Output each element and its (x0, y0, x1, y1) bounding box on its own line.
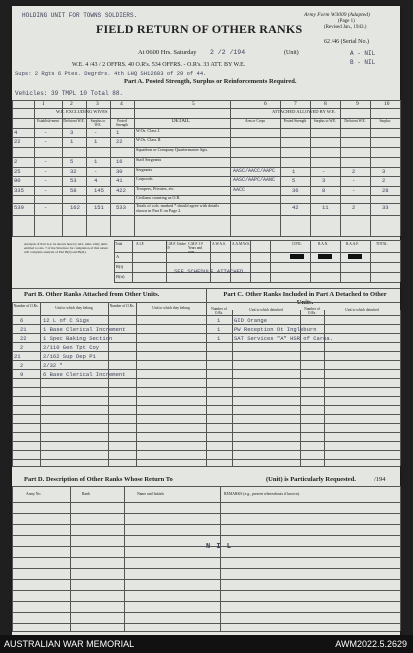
analysis-heading: R.A.N. (318, 242, 329, 246)
part-b-unit: 2/32 " (43, 362, 63, 369)
serial-number: 62 /46 (Serial No.) (324, 39, 369, 45)
part-b-c-row-line (12, 414, 400, 415)
detail-heading: DETAIL (172, 119, 190, 124)
surplus-value: - (94, 129, 98, 136)
analysis-heading: C.M.F. Under 19 (166, 242, 186, 250)
left-column-heading: Establish-ment (37, 119, 59, 123)
typed-unit-heading: HOLDING UNIT FOR TOWNS SOLDIERS. (22, 12, 138, 19)
posted-strength-value: 41 (116, 177, 123, 184)
part-b-count: 21 (20, 326, 27, 333)
part-c-count: 1 (217, 317, 221, 324)
redaction-block (290, 254, 304, 259)
unit-label: (Unit) (284, 50, 299, 56)
return-date: 2 /2 /194 (210, 49, 246, 56)
establishment-value: - (44, 187, 48, 194)
part-c-title: Part C. Other Ranks Included in Part A Detached to Other Units. (223, 291, 387, 306)
analysis-row-line (114, 272, 400, 273)
part-b-c-row-line (12, 369, 400, 370)
table-row-line (12, 215, 400, 216)
page-number: (Page 1) (338, 19, 355, 24)
vehicles-line: Vehicles: 39 TMPL 10 Total 88. (15, 90, 124, 97)
part-d-row-line (12, 513, 400, 514)
left-column-heading: Posted Strength (115, 119, 129, 128)
analysis-heading: A.A.M.W.S. (232, 242, 250, 246)
form-sheet (12, 6, 400, 635)
part-c-unit: SAT Services "A" HSR of Carea. (234, 335, 334, 342)
analysis-col-line (370, 240, 371, 282)
deficient-value: 1 (70, 138, 74, 145)
posted-strength-value: 30 (116, 168, 123, 175)
column-number: 7 (294, 101, 297, 107)
part-d-row-line (12, 612, 400, 613)
attached-surplus-total-value: 2 (382, 177, 386, 184)
redaction-block (318, 254, 332, 259)
surplus-value: - (94, 168, 98, 175)
part-b-c-row-line (12, 432, 400, 433)
attached-deficient-value: - (352, 187, 356, 194)
analysis-col-line (230, 240, 231, 282)
archive-footer (0, 635, 413, 653)
part-d-bottom-line (12, 631, 400, 632)
analysis-row-line (114, 240, 400, 241)
attached-deficient-value: 2 (352, 168, 356, 175)
part-d-row-line (12, 579, 400, 580)
part-d-col-line (70, 486, 71, 631)
arm-corps-value: AACC (233, 187, 246, 193)
part-d-row-line (12, 557, 400, 558)
rank-detail: Troopers, Privates, etc. (136, 186, 175, 191)
part-d-date: /194 (374, 476, 386, 483)
part-b-count: 22 (20, 335, 27, 342)
part-d-col-line (220, 486, 221, 631)
a-nil: A - NIL (350, 50, 376, 57)
analysis-row-line (114, 262, 400, 263)
sups-line: Sups: 2 Rgts 6 Ptes. Degrdrs. 4th LHQ SH12683 of 29 of 44. (15, 70, 207, 77)
arm-corps-value: AASC/AACC/AAPC (233, 168, 276, 174)
part-b-c-row-line (12, 387, 400, 388)
part-b-column-heading: Unit to which they belong (152, 306, 190, 310)
rank-detail: Corporals (136, 176, 153, 181)
column-number: 8 (324, 101, 327, 107)
part-c-unit: GID Orange (234, 317, 268, 324)
analysis-row-label: B(ii) (116, 274, 125, 279)
we-line: W.E. 4 /43 / 2 OFFRS. 40 O.R's. 534 OFFRS. - O.R's. 33 ATT. BY W.E. (72, 62, 246, 68)
part-b-c-row-line (12, 342, 400, 343)
part-d-nil: N I L (206, 543, 233, 551)
surplus-value: 1 (94, 158, 98, 165)
part-c-column-heading: Unit to which detached (249, 308, 283, 312)
margin-note: 530 (14, 204, 24, 211)
table-col-line (12, 100, 13, 236)
establishment-value: - (44, 138, 48, 145)
right-column-heading: Deficient W.E. (344, 119, 366, 123)
part-b-c-row-line (12, 423, 400, 424)
posted-strength-value: 422 (116, 187, 126, 194)
part-b-c-bottom-line (12, 466, 400, 467)
part-b-column-heading: Number of O.Rs. (109, 304, 135, 308)
deficient-value: 162 (70, 204, 80, 211)
attached-surplus-total-value: 3 (382, 168, 386, 175)
part-d-column-heading: Name and Initials (137, 492, 164, 496)
attached-posted-value: 5 (292, 177, 296, 184)
part-c-unit: PW Reception Ot Ingleburn (234, 326, 317, 333)
part-d-row-line (12, 623, 400, 624)
rank-detail: W.Os. Class II. (136, 137, 162, 142)
part-b-c-row-line (12, 333, 400, 334)
establishment-value: - (44, 177, 48, 184)
attached-posted-value: 1 (292, 168, 296, 175)
part-b-unit: 12 L of C Sigs (43, 317, 90, 324)
see-schedule-note: SEE SCHEDULE ATTACHED. (174, 268, 247, 275)
column-number: 3 (96, 101, 99, 107)
part-b-unit: 2/162 Sup Dep P1 (43, 353, 96, 360)
part-b-count: 2 (20, 344, 24, 351)
part-a-title: Part A. Posted Strength, Surplus or Reinforcements Required. (124, 78, 297, 85)
part-c-count: 1 (217, 326, 221, 333)
part-d-row-line (12, 535, 400, 536)
margin-note: 22 (14, 138, 21, 145)
surplus-value: 151 (94, 204, 104, 211)
archive-reference: AWM2022.5.2629 (335, 639, 407, 649)
surplus-value: 1 (94, 138, 98, 145)
margin-note: 2 (14, 158, 18, 165)
part-d-row-line (12, 568, 400, 569)
rank-detail: Sergeants (136, 167, 153, 172)
analysis-col-line (400, 240, 401, 282)
posted-strength-value: 533 (116, 204, 126, 211)
analysis-note: Analysis of Part A to be shown here by ALL units. Only units entitled to rats. 7 of the Structure for completion of this return will complete analysis of Part B(ii) and B(iii). (24, 242, 108, 255)
deficient-value: 3 (70, 129, 74, 136)
part-b-c-row-line (12, 378, 400, 379)
rank-detail: Staff Sergeants (136, 157, 162, 162)
analysis-heading: Total (115, 242, 123, 246)
surplus-value: 145 (94, 187, 104, 194)
part-d-col-line (124, 486, 125, 631)
deficient-value: 32 (70, 168, 77, 175)
analysis-row-label: B(i) (116, 264, 124, 269)
attached-posted-value: 36 (292, 187, 299, 194)
attached-deficient-value: - (352, 177, 356, 184)
posted-strength-value: 1 (116, 129, 120, 136)
part-d-col-line (12, 486, 13, 631)
part-d-row-line (12, 524, 400, 525)
part-b-unit: 2/110 Gen Tpt Coy (43, 344, 100, 351)
establishment-value: - (44, 129, 48, 136)
part-b-column-heading: Number of O.Rs. (13, 304, 39, 308)
part-b-c-row-line (12, 396, 400, 397)
establishment-value: - (44, 158, 48, 165)
analysis-row-line (114, 252, 400, 253)
deficient-value: 5 (70, 158, 74, 165)
table-col-line (400, 100, 401, 236)
part-b-c-row-line (12, 459, 400, 460)
part-b-unit: 6 Base Clerical Increment (43, 371, 126, 378)
part-b-unit: 1 Spec Baking Section (43, 335, 113, 342)
part-d-unit-label: (Unit) is Particularly Requested. (266, 476, 356, 483)
margin-note: 25 (14, 168, 21, 175)
part-b-c-row-line (12, 351, 400, 352)
part-b-title: Part B. Other Ranks Attached from Other Units. (24, 291, 160, 298)
attached-allowed-label: ATTACHED ALLOWED BY W.E. (272, 109, 336, 114)
analysis-heading: C.M.F. 19 Years and over (188, 242, 203, 254)
part-b-count: 6 (20, 317, 24, 324)
we-excluding-wives: W.E. EXCLUDING WIVES (56, 109, 108, 114)
part-c-column-heading: Number of O.Rs. (304, 307, 320, 315)
column-number: 6 (264, 101, 267, 107)
establishment-value: - (44, 168, 48, 175)
right-column-heading: Surplus (379, 119, 391, 123)
posted-strength-value: 22 (116, 138, 123, 145)
archive-name: AUSTRALIAN WAR MEMORIAL (4, 639, 135, 649)
attached-surplus-value: 3 (322, 177, 326, 184)
attached-surplus-total-value: 33 (382, 204, 389, 211)
analysis-heading: R.A.A.F. (346, 242, 359, 246)
attached-deficient-value: 2 (352, 204, 356, 211)
deficient-value: 53 (70, 177, 77, 184)
analysis-col-line (270, 240, 271, 282)
column-number: 5 (192, 101, 195, 107)
rank-detail: Civilians counting as O.R. (136, 195, 181, 200)
part-b-c-row-line (12, 441, 400, 442)
part-b-c-row-line (12, 360, 400, 361)
part-b-column-heading: Unit to which they belong (55, 306, 93, 310)
arm-corps-value: AASC/AAPC/AANC (233, 177, 276, 183)
part-b-count: 21 (14, 353, 21, 360)
analysis-col-line (250, 240, 251, 282)
part-d-column-heading: REMARKS (e.g., present whereabouts if known). (224, 492, 300, 496)
analysis-heading: A.W.A.S. (212, 242, 226, 246)
rank-detail: Squadron or Company Quartermaster Sgts. (136, 147, 209, 152)
analysis-heading: CIVIL (292, 242, 302, 246)
part-d-col-line (400, 486, 401, 631)
column-number: 10 (384, 101, 390, 107)
margin-note: 335 (14, 187, 24, 194)
posted-strength-value: 16 (116, 158, 123, 165)
redaction-block (348, 254, 362, 259)
surplus-value: 4 (94, 177, 98, 184)
right-column-heading: Surplus to W.E. (313, 119, 337, 123)
attached-posted-value: 42 (292, 204, 299, 211)
column-number: 4 (120, 101, 123, 107)
column-number: 1 (42, 101, 45, 107)
analysis-heading: TOTAL (376, 242, 388, 246)
part-b-count: 2 (20, 362, 24, 369)
part-c-column-heading: Unit to which detached (345, 308, 379, 312)
analysis-col-line (340, 240, 341, 282)
part-d-title: Part D. Description of Other Ranks Whose Return To (24, 476, 173, 483)
column-number: 2 (70, 101, 73, 107)
attached-surplus-total-value: 28 (382, 187, 389, 194)
analysis-col-line (210, 240, 211, 282)
attached-surplus-value: - (322, 168, 326, 175)
analysis-col-line (132, 240, 133, 282)
part-c-count: 1 (217, 335, 221, 342)
part-d-row-line (12, 601, 400, 602)
right-column-heading: Arm or Corps (245, 119, 265, 123)
part-d-column-heading: Rank (82, 492, 91, 496)
part-d-column-heading: Army No. (26, 492, 42, 496)
attached-surplus-value: 8 (322, 187, 326, 194)
deficient-value: 58 (70, 187, 77, 194)
at-hours-line: At 0600 Hrs. Saturday (138, 49, 197, 56)
column-number: 9 (356, 101, 359, 107)
form-title: FIELD RETURN OF OTHER RANKS (96, 22, 303, 36)
right-column-heading: Posted Strength (283, 119, 307, 123)
part-c-col-line (400, 310, 401, 466)
table-col-line (134, 100, 135, 236)
analysis-col-line (114, 240, 115, 282)
rank-detail: Totals of cols. marked * should agree with details shown in Part E on Page 2. (136, 203, 220, 213)
part-c-column-heading: Number of O.Rs. (211, 307, 227, 315)
b-nil: B - NIL (350, 59, 376, 66)
establishment-value: - (44, 204, 48, 211)
part-b-unit: 1 Base Clerical Increment (43, 326, 126, 333)
analysis-row-label: A (116, 254, 120, 259)
rank-detail: W.Os. Class I. (136, 128, 160, 133)
left-column-heading: Surplus to W.E. (90, 119, 106, 128)
attached-surplus-value: 11 (322, 204, 329, 211)
analysis-heading: A.I.F. (136, 242, 145, 246)
army-form-number: Army Form W3009 (Adapted) (304, 12, 370, 18)
analysis-col-line (310, 240, 311, 282)
revised-date: (Revised Jan., 1943.) (324, 25, 367, 30)
part-d-row-line (12, 590, 400, 591)
left-column-heading: Deficient W.E. (63, 119, 85, 123)
part-b-count: 9 (20, 371, 24, 378)
margin-note: 90 (14, 177, 21, 184)
part-b-c-row-line (12, 450, 400, 451)
table-row-line (12, 236, 400, 237)
part-b-c-row-line (12, 405, 400, 406)
margin-note: 4 (14, 129, 18, 136)
part-b-head-bottom (12, 315, 400, 316)
part-b-c-row-line (12, 324, 400, 325)
analysis-row-line (114, 282, 400, 283)
